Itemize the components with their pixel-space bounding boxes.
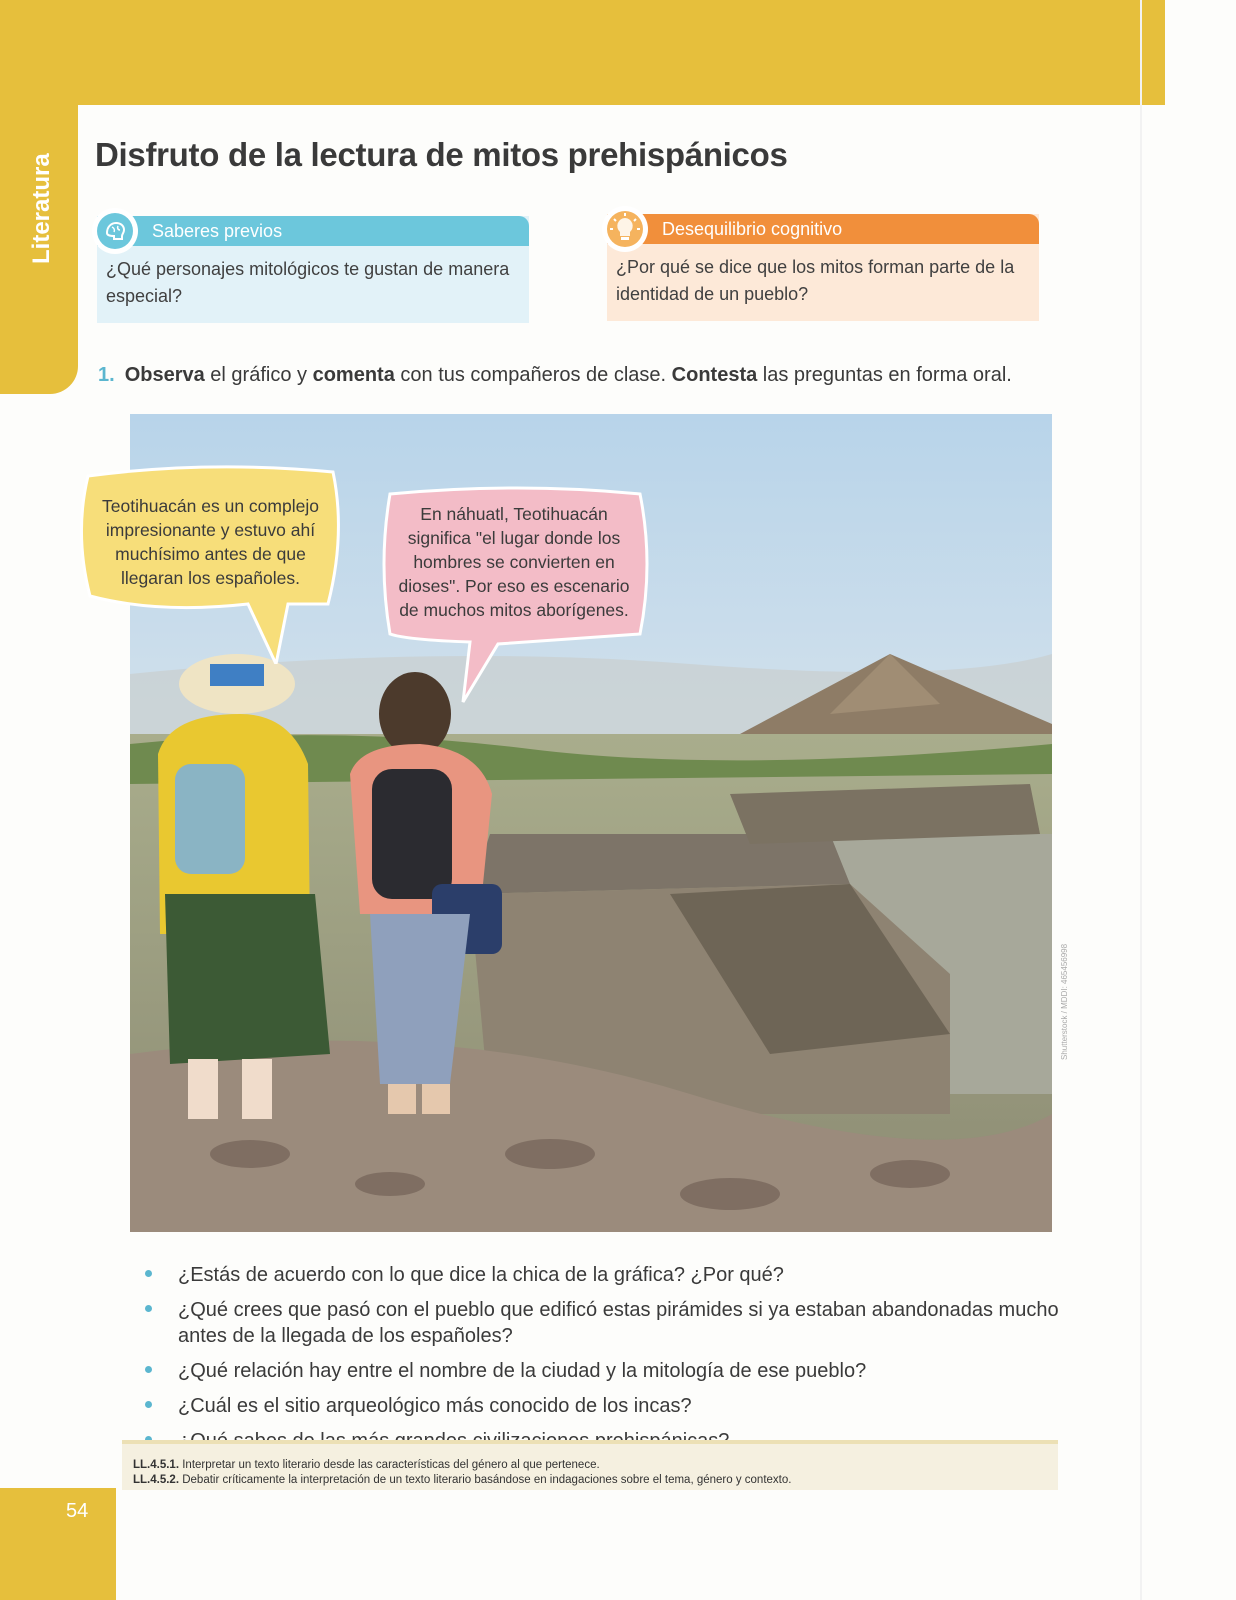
- question-item: [145, 1393, 1060, 1419]
- photo-credit: Shutterstock / MDDI: 465456998: [1060, 943, 1069, 1060]
- activity-instruction: [98, 364, 1012, 387]
- page-number-band: [0, 1488, 116, 1600]
- section-tab-label: Literatura: [28, 153, 55, 264]
- question-text: ¿Qué crees que pasó con el pueblo que edificó estas pirámides si ya estaban abandonadas mucho antes de la llegada de los españoles?: [178, 1299, 1059, 1347]
- verb-contesta: Contesta: [671, 364, 758, 386]
- skill-text: Interpretar un texto literario desde las características del género al que pertenece.: [182, 1459, 600, 1471]
- question-text: ¿Cuál es el sitio arqueológico más conocido de los incas?: [178, 1395, 692, 1417]
- activity-text-1: el gráfico y: [204, 364, 313, 386]
- bullet-icon: [145, 1401, 152, 1408]
- skill-text: Debatir críticamente la interpretación de un texto literario basándose en indagaciones sobre el tema, género y contexto.: [182, 1474, 792, 1486]
- page-number: 54: [66, 1500, 89, 1522]
- verb-observa: Observa: [124, 364, 205, 386]
- desequilibrio-cognitivo-question: ¿Por qué se dice que los mitos forman parte de la identidad de un pueblo?: [616, 257, 1015, 304]
- saberes-previos-header: Saberes previos: [97, 216, 529, 246]
- question-item: [145, 1358, 1060, 1384]
- page-edge: [1140, 0, 1142, 1600]
- question-item: [145, 1262, 1060, 1288]
- page-title: Disfruto de la lectura de mitos prehispánicos: [95, 136, 788, 173]
- question-text: ¿Estás de acuerdo con lo que dice la chica de la gráfica? ¿Por qué?: [178, 1264, 784, 1286]
- bullet-icon: [145, 1305, 152, 1312]
- saberes-previos-box: [97, 216, 529, 323]
- saberes-previos-question: ¿Qué personajes mitológicos te gustan de manera especial?: [106, 259, 510, 306]
- skill-item: [133, 1458, 791, 1473]
- skills-criteria: [133, 1458, 791, 1488]
- skill-code: LL.4.5.2.: [133, 1474, 180, 1486]
- speech-bubble-yellow-text: Teotihuacán es un complejo impresionante y estuvo ahí muchísimo antes de que llegaran los españoles.: [102, 496, 319, 588]
- verb-comenta: comenta: [312, 364, 395, 386]
- skill-code: LL.4.5.1.: [133, 1459, 180, 1471]
- question-list: [145, 1262, 1060, 1463]
- desequilibrio-cognitivo-box: [607, 214, 1039, 321]
- skill-item: [133, 1473, 791, 1488]
- speech-bubble-pink-text: En náhuatl, Teotihuacán significa "el lugar donde los hombres se convierten en dioses". Por eso es escenario de muchos mitos aborígenes.: [398, 504, 630, 620]
- top-color-band: [0, 0, 1165, 105]
- desequilibrio-cognitivo-header: Desequilibrio cognitivo: [607, 214, 1039, 244]
- bullet-icon: [145, 1366, 152, 1373]
- bullet-icon: [145, 1270, 152, 1277]
- question-item: [145, 1297, 1060, 1349]
- speech-bubble-pink: [378, 484, 650, 644]
- section-tab: [0, 14, 78, 394]
- question-text: ¿Qué relación hay entre el nombre de la ciudad y la mitología de ese pueblo?: [178, 1360, 867, 1382]
- activity-number: 1.: [98, 364, 115, 386]
- activity-text-3: las preguntas en forma oral.: [757, 364, 1012, 386]
- speech-bubble-yellow: [78, 464, 343, 614]
- activity-text-2: con tus compañeros de clase.: [394, 364, 672, 386]
